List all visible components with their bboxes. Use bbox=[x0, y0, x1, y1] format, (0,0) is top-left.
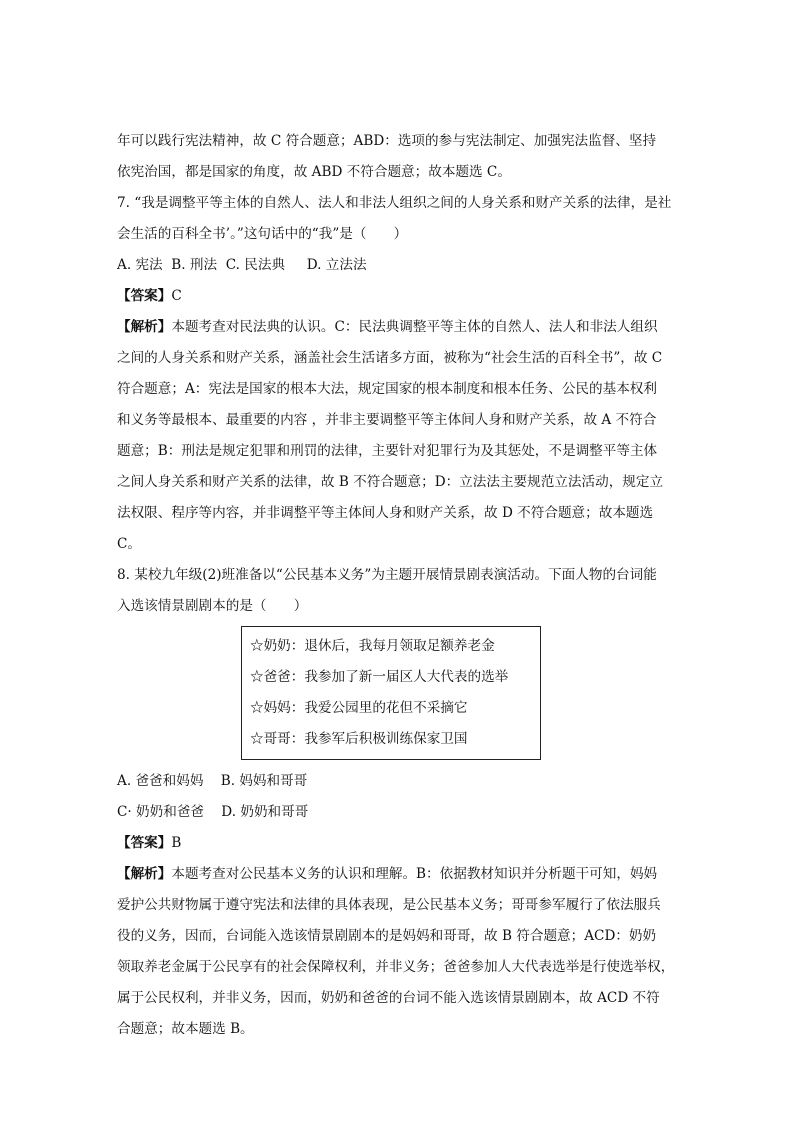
question-7-stem: 7. “我是调整平等主体的自然人、法人和非法人组织之间的人身关系和财产关系的法律，是社 bbox=[117, 195, 672, 211]
text-line: 法权限、程序等内容，并非调整平等主体间人身和财产关系，故 D 不符合题意；故本题选 bbox=[117, 505, 654, 521]
text-line: 领取养老金属于公民享有的社会保障权利，并非义务；爸爸参加人大代表选举是行使选举权， bbox=[117, 959, 675, 975]
text-line: 役的义务，因而，台词能入选该情景剧剧本的是妈妈和哥哥，故 B 符合题意；ACD：奶奶 bbox=[117, 928, 657, 944]
answer-label: 【答案】 bbox=[117, 288, 172, 304]
answer-label: 【答案】 bbox=[117, 835, 172, 851]
text-line: 之间的人身关系和财产关系，涵盖社会生活诸多方面，被称为“社会生活的百科全书”，故 C bbox=[117, 350, 663, 366]
question-7-stem: 会生活的百科全书’。”这句话中的“我”是（ ） bbox=[117, 226, 408, 242]
text-line: 依宪治国，都是国家的角度，故 ABD 不符合题意；故本题选 C。 bbox=[117, 164, 511, 180]
dialogue-line: ☆哥哥：我参军后积极训练保家卫国 bbox=[250, 731, 468, 747]
dialogue-box bbox=[241, 626, 541, 760]
question-8-analysis: 【解析】本题考查对公民基本义务的认识和理解。B：依据教材知识并分析题干可知，妈妈 bbox=[117, 866, 658, 882]
text-line: 年可以践行宪法精神，故 C 符合题意；ABD：选项的参与宪法制定、加强宪法监督、坚持 bbox=[117, 133, 657, 149]
question-8-options: C· 奶奶和爸爸 D. 奶奶和哥哥 bbox=[117, 804, 309, 820]
text-line: 爱护公共财物属于遵守宪法和法律的具体表现，是公民基本义务；哥哥参军履行了依法服兵 bbox=[117, 897, 661, 913]
question-8-stem: 入选该情景剧剧本的是（ ） bbox=[117, 598, 308, 614]
analysis-label: 【解析】 bbox=[117, 866, 172, 882]
question-7-analysis: 【解析】本题考查对民法典的认识。C：民法典调整平等主体的自然人、法人和非法人组织 bbox=[117, 319, 658, 335]
question-8-options: A. 爸爸和妈妈 B. 妈妈和哥哥 bbox=[117, 773, 308, 789]
answer-value: B bbox=[171, 835, 182, 851]
question-8-answer bbox=[117, 828, 683, 859]
question-8-stem: 8. 某校九年级(2)班准备以“公民基本义务”为主题开展情景剧表演活动。下面人物的台词能 bbox=[117, 567, 657, 583]
text-line: 符合题意；A：宪法是国家的根本大法，规定国家的根本制度和根本任务、公民的基本权利 bbox=[117, 381, 657, 397]
text-line: 合题意；故本题选 B。 bbox=[117, 1021, 254, 1037]
dialogue-line: ☆奶奶：退休后，我每月领取足额养老金 bbox=[250, 638, 495, 654]
document-body bbox=[117, 126, 683, 1045]
question-7-options: A. 宪法 B. 刑法 C. 民法典 D. 立法法 bbox=[117, 257, 367, 273]
analysis-label: 【解析】 bbox=[117, 319, 172, 335]
dialogue-line: ☆妈妈：我爱公园里的花但不采摘它 bbox=[250, 700, 468, 716]
answer-value: C bbox=[171, 288, 182, 304]
question-7-answer bbox=[117, 281, 683, 312]
dialogue-line: ☆爸爸：我参加了新一届区人大代表的选举 bbox=[250, 669, 509, 685]
text-line: 属于公民权利，并非义务，因而，奶奶和爸爸的台词不能入选该情景剧剧本，故 ACD 不符 bbox=[117, 990, 660, 1006]
text-line: C。 bbox=[117, 536, 141, 552]
text-line: 之间人身关系和财产关系的法律，故 B 不符合题意；D：立法法主要规范立法活动，规定立 bbox=[117, 474, 664, 490]
text-line: 和义务等最根本、最重要的内容 ，并非主要调整平等主体间人身和财产关系，故 A 不符合 bbox=[117, 412, 657, 428]
text-line: 题意；B：刑法是规定犯罪和刑罚的法律，主要针对犯罪行为及其惩处，不是调整平等主体 bbox=[117, 443, 658, 459]
